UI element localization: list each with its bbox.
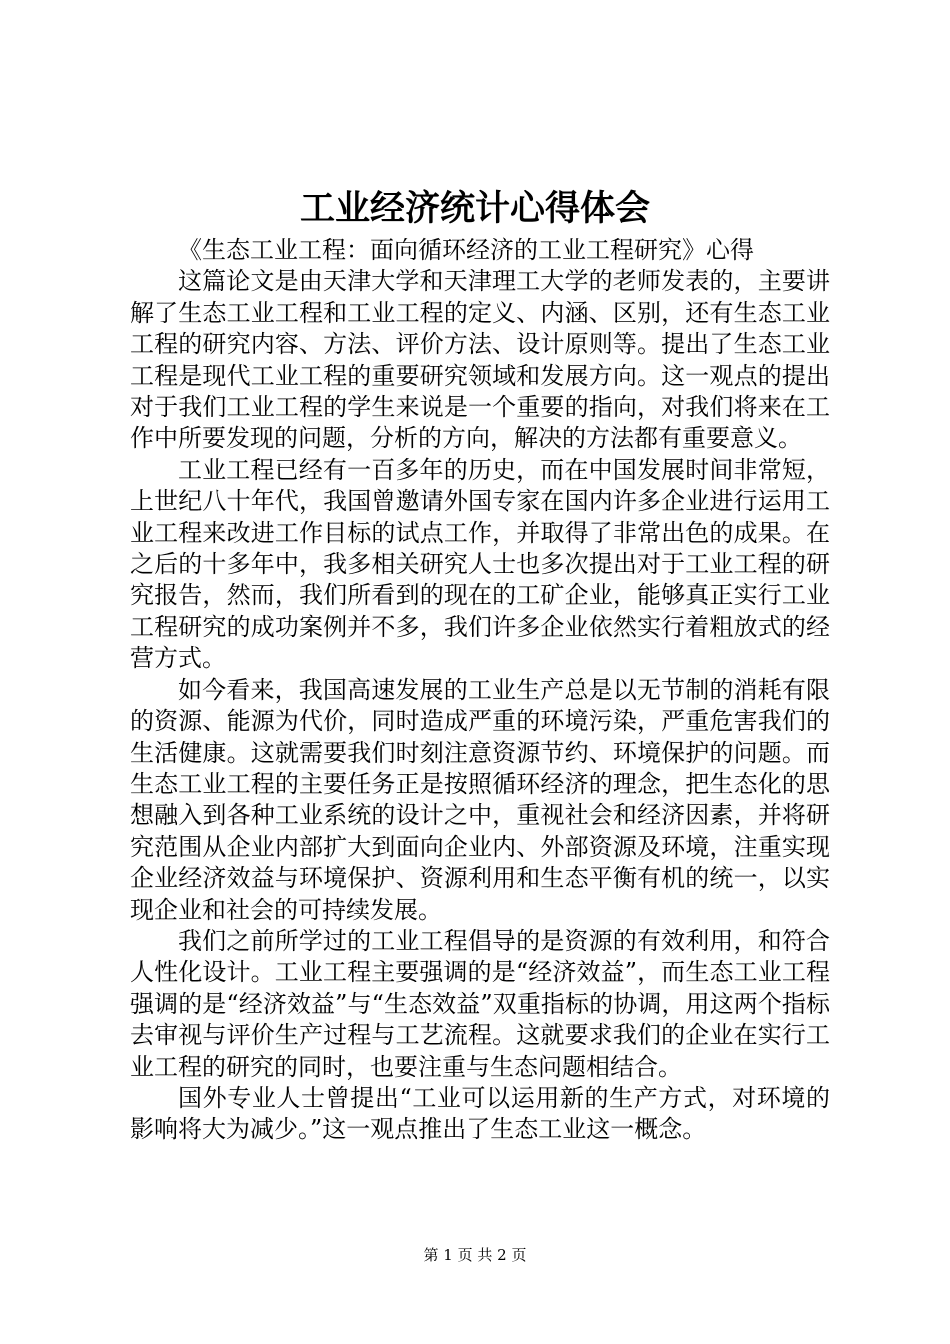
document-subtitle: 《生态工业工程：面向循环经济的工业工程研究》心得	[178, 236, 754, 264]
document-title: 工业经济统计心得体会	[299, 188, 650, 229]
paragraph: 我们之前所学过的工业工程倡导的是资源的有效利用，和符合人性化设计。工业工程主要强调的是“经济效益”，而生态工业工程强调的是“经济效益”与“生态效益”双重指标的协调，用这两个指标去审视与评价生产过程与工艺流程。这就要求我们的企业在实行工业工程的研究的同时，也要注重与生态问题相结合。	[130, 926, 830, 1081]
paragraph: 工业工程已经有一百多年的历史，而在中国发展时间非常短，上世纪八十年代，我国曾邀请外国专家在国内许多企业进行运用工业工程来改进工作目标的试点工作，并取得了非常出色的成果。在之后的十多年中，我多相关研究人士也多次提出对于工业工程的研究报告，然而，我们所看到的现在的工矿企业，能够真正实行工业工程研究的成功案例并不多，我们许多企业依然实行着粗放式的经营方式。	[130, 455, 830, 673]
paragraph: 这篇论文是由天津大学和天津理工大学的老师发表的，主要讲解了生态工业工程和工业工程的定义、内涵、区别，还有生态工业工程的研究内容、方法、评价方法、设计原则等。提出了生态工业工程是现代工业工程的重要研究领域和发展方向。这一观点的提出对于我们工业工程的学生来说是一个重要的指向，对我们将来在工作中所要发现的问题，分析的方向，解决的方法都有重要意义。	[130, 267, 830, 453]
paragraph: 国外专业人士曾提出“工业可以运用新的生产方式，对环境的影响将大为减少。”这一观点推出了生态工业这一概念。	[130, 1083, 830, 1144]
paragraph: 如今看来，我国高速发展的工业生产总是以无节制的消耗有限的资源、能源为代价，同时造成严重的环境污染，严重危害我们的生活健康。这就需要我们时刻注意资源节约、环境保护的问题。而生态工业工程的主要任务正是按照循环经济的理念，把生态化的思想融入到各种工业系统的设计之中，重视社会和经济因素，并将研究范围从企业内部扩大到面向企业内、外部资源及环境，注重实现企业经济效益与环境保护、资源利用和生态平衡有机的统一，以实现企业和社会的可持续发展。	[130, 675, 830, 924]
page-footer: 第 1 页 共 2 页	[423, 1246, 527, 1264]
document-body	[130, 235, 830, 1146]
